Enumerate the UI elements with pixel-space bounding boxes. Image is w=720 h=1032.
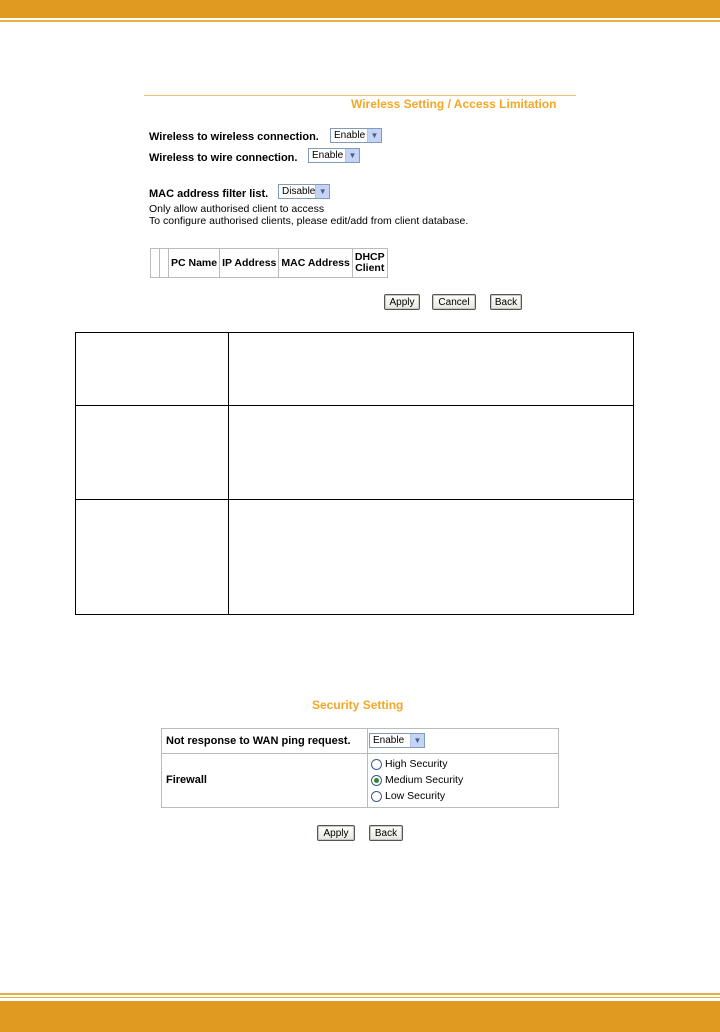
grid-column-divider — [228, 333, 229, 614]
bottom-band-line-2 — [0, 997, 720, 998]
radio-icon — [371, 759, 382, 770]
wireless-apply-button[interactable]: Apply — [384, 294, 420, 310]
w2wire-select-value: Enable — [312, 150, 344, 161]
description-grid — [75, 332, 634, 615]
wireless-cancel-button[interactable]: Cancel — [432, 294, 476, 310]
radio-icon — [371, 791, 382, 802]
mac-filter-select[interactable] — [278, 184, 330, 199]
mac-note-2: To configure authorised clients, please edit/add from client database. — [149, 215, 469, 227]
w2w-select[interactable] — [330, 128, 382, 143]
wan-ping-select-value: Enable — [373, 735, 405, 746]
col-dhcp-line2: Client — [355, 262, 385, 274]
security-table-row-divider — [162, 753, 558, 754]
chevron-down-icon: ▼ — [410, 734, 424, 747]
col-spacer-2 — [160, 249, 169, 278]
w2wire-select[interactable] — [308, 148, 360, 163]
col-spacer-1 — [151, 249, 160, 278]
grid-row-divider-1 — [76, 405, 633, 406]
security-table-col-divider — [367, 729, 368, 807]
w2wire-label: Wireless to wire connection. — [149, 152, 298, 164]
chevron-down-icon: ▼ — [367, 129, 381, 142]
radio-medium-label: Medium Security — [385, 774, 464, 786]
grid-row-divider-2 — [76, 499, 633, 500]
mac-filter-label: MAC address filter list. — [149, 188, 269, 200]
wireless-page-title: Wireless Setting / Access Limitation — [351, 97, 557, 111]
security-table — [161, 728, 559, 808]
firewall-label: Firewall — [166, 774, 207, 786]
radio-medium-security[interactable] — [371, 774, 463, 786]
security-page-title: Security Setting — [312, 698, 404, 712]
col-dhcp-client — [352, 249, 387, 278]
radio-low-security[interactable] — [371, 790, 445, 802]
client-table — [150, 248, 388, 278]
top-band-line — [0, 20, 720, 22]
w2w-select-value: Enable — [334, 130, 366, 141]
bottom-band — [0, 1001, 720, 1032]
radio-selected-icon — [371, 775, 382, 786]
chevron-down-icon: ▼ — [345, 149, 359, 162]
radio-high-label: High Security — [385, 758, 448, 770]
top-band — [0, 0, 720, 18]
col-dhcp-line1: DHCP — [354, 251, 385, 263]
wan-ping-select[interactable] — [369, 733, 425, 748]
security-apply-button[interactable]: Apply — [317, 825, 355, 841]
col-mac-address: MAC Address — [279, 249, 352, 278]
w2w-label: Wireless to wireless connection. — [149, 131, 319, 143]
mac-note-1: Only allow authorised client to access — [149, 203, 325, 215]
bottom-band-line-1 — [0, 993, 720, 995]
radio-low-label: Low Security — [385, 790, 446, 802]
chevron-down-icon: ▼ — [315, 185, 329, 198]
client-table-header — [151, 249, 388, 278]
radio-high-security[interactable] — [371, 758, 447, 770]
col-pc-name: PC Name — [169, 249, 220, 278]
wan-ping-label: Not response to WAN ping request. — [166, 735, 351, 747]
wireless-back-button[interactable]: Back — [490, 294, 522, 310]
title-rule — [144, 95, 576, 96]
security-back-button[interactable]: Back — [369, 825, 403, 841]
col-ip-address: IP Address — [220, 249, 279, 278]
mac-filter-select-value: Disable — [282, 186, 316, 197]
